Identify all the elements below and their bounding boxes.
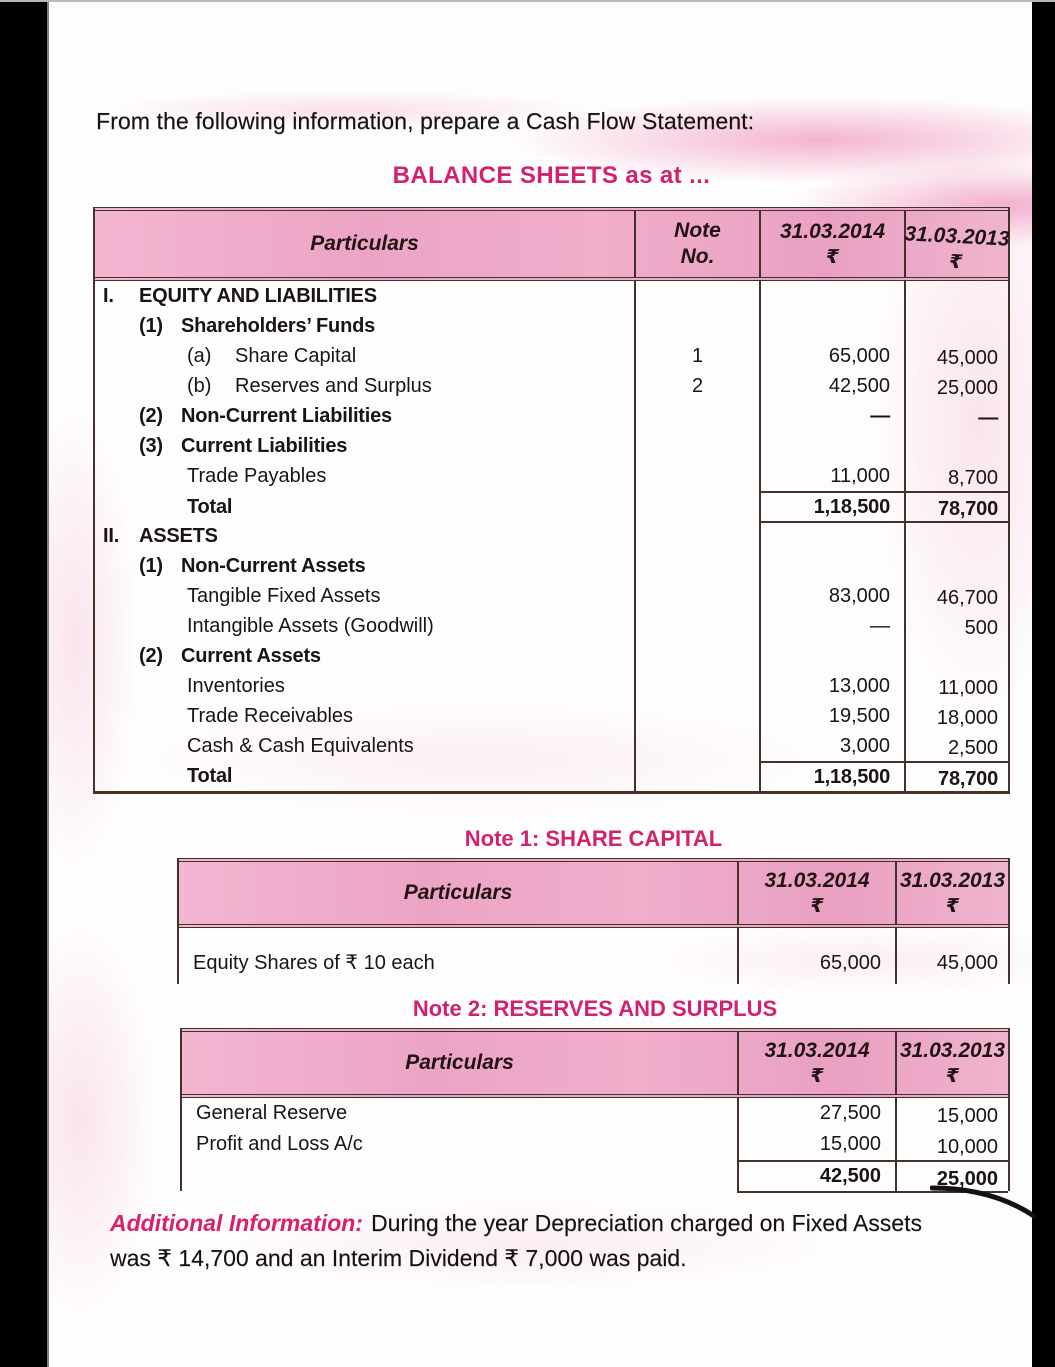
balance-sheet-body xyxy=(95,281,1008,791)
row-value-2014 xyxy=(759,281,904,311)
balance-sheet-row xyxy=(95,521,1008,551)
header-date-2013-label: 31.03.2013 xyxy=(904,221,1011,251)
row-note-no xyxy=(634,431,759,461)
note1-date-2013-label: 31.03.2013 xyxy=(899,868,1006,892)
header-date-2013 xyxy=(904,211,1011,277)
row-label: Non-Current Liabilities xyxy=(181,404,392,427)
balance-sheet-row xyxy=(95,641,1008,671)
note2-date-2013-label: 31.03.2013 xyxy=(899,1038,1006,1062)
note2-body xyxy=(182,1098,1008,1191)
row-value-2013: 45,000 xyxy=(895,928,1008,984)
page-curl-artifact xyxy=(930,1184,1036,1220)
note-table-row xyxy=(182,1160,1008,1191)
row-note-no xyxy=(634,521,759,551)
header-date-2014 xyxy=(759,211,904,277)
row-note-no xyxy=(634,551,759,581)
row-note-no xyxy=(634,611,759,641)
balance-sheet-row xyxy=(95,311,1008,341)
balance-sheet-title: BALANCE SHEETS as at ... xyxy=(392,162,711,189)
row-note-no xyxy=(634,461,759,491)
row-value-2014: 42,500 xyxy=(759,371,904,401)
row-particulars xyxy=(182,1160,737,1193)
row-value-2013: 500 xyxy=(904,611,1008,641)
row-particulars xyxy=(95,521,634,551)
row-value-2013: 45,000 xyxy=(904,341,1008,371)
row-value-2014: 83,000 xyxy=(759,581,904,611)
row-label: Inventories xyxy=(187,674,285,697)
note2-heading: Note 2: RESERVES AND SURPLUS xyxy=(412,996,778,1021)
row-prefix: (a) xyxy=(187,344,212,367)
row-label: EQUITY AND LIABILITIES xyxy=(139,284,377,307)
balance-sheet-row xyxy=(95,281,1008,311)
row-particulars: Equity Shares of ₹ 10 each xyxy=(193,952,435,974)
balance-sheet-row xyxy=(95,341,1008,371)
row-label: Current Assets xyxy=(181,644,321,667)
balance-sheet-row xyxy=(95,491,1008,521)
row-particulars xyxy=(95,461,634,491)
note2-date-2014-label: 31.03.2014 xyxy=(764,1038,870,1062)
additional-info-text2: was ₹ 14,700 and an Interim Dividend ₹ 7,000 was paid. xyxy=(110,1245,687,1271)
row-value-2013 xyxy=(904,281,1008,311)
note1-date-2014-label: 31.03.2014 xyxy=(764,868,870,892)
row-value-2014: 11,000 xyxy=(759,461,904,491)
row-label: Shareholders’ Funds xyxy=(181,314,376,337)
row-prefix: (1) xyxy=(139,314,163,337)
balance-sheet-row xyxy=(95,551,1008,581)
row-note-no xyxy=(634,311,759,341)
row-value-2013: 46,700 xyxy=(904,581,1008,611)
header-note-no xyxy=(634,211,759,277)
rupee-symbol: ₹ xyxy=(810,895,824,917)
row-value-2013 xyxy=(904,311,1008,341)
row-value-2013: 11,000 xyxy=(904,671,1008,701)
rupee-symbol: ₹ xyxy=(945,895,960,917)
row-value-2014 xyxy=(759,641,904,671)
row-note-no xyxy=(634,401,759,431)
balance-sheet-row xyxy=(95,761,1008,791)
row-particulars xyxy=(95,341,634,371)
note1-header-date-2013 xyxy=(895,862,1008,924)
row-prefix: (3) xyxy=(139,434,163,457)
balance-sheet-row xyxy=(95,461,1008,491)
note1-body xyxy=(179,928,1008,984)
row-note-no: 1 xyxy=(634,341,759,371)
note-table-row xyxy=(182,1129,1008,1160)
balance-sheet-table xyxy=(93,207,1010,794)
row-label: Tangible Fixed Assets xyxy=(187,584,381,607)
row-value-2014: 19,500 xyxy=(759,701,904,731)
row-value-2014: 65,000 xyxy=(759,341,904,371)
note2-header-particulars xyxy=(182,1032,737,1094)
row-particulars xyxy=(95,401,634,431)
row-label: Share Capital xyxy=(235,344,357,367)
row-value-2013: 78,700 xyxy=(904,761,1008,791)
row-prefix: I. xyxy=(103,284,114,307)
row-note-no xyxy=(634,281,759,311)
row-label: Trade Payables xyxy=(187,464,327,487)
row-label: ASSETS xyxy=(139,524,218,547)
balance-sheet-row xyxy=(95,581,1008,611)
row-value-2014: 1,18,500 xyxy=(759,761,904,791)
note1-heading: Note 1: SHARE CAPITAL xyxy=(464,826,723,851)
row-particulars: Profit and Loss A/c xyxy=(196,1133,363,1155)
row-particulars xyxy=(95,431,634,461)
row-value-2014: 27,500 xyxy=(737,1098,895,1129)
row-value-2013: 25,000 xyxy=(904,371,1008,401)
row-prefix: II. xyxy=(103,524,120,547)
row-particulars: General Reserve xyxy=(196,1102,348,1124)
row-note-no xyxy=(634,731,759,761)
note1-header-particulars xyxy=(179,862,737,924)
row-label: Cash & Cash Equivalents xyxy=(187,734,414,757)
row-particulars xyxy=(95,491,634,523)
note1-header-row xyxy=(179,858,1008,928)
header-particulars-label: Particulars xyxy=(310,231,419,255)
row-value-2014 xyxy=(759,551,904,581)
row-value-2013 xyxy=(904,521,1008,551)
row-value-2014: 3,000 xyxy=(759,731,904,761)
row-particulars xyxy=(95,701,634,731)
row-prefix: (2) xyxy=(139,644,163,667)
header-date-2014-label: 31.03.2014 xyxy=(779,219,886,243)
note-table-row xyxy=(182,1098,1008,1129)
row-value-2013: — xyxy=(904,401,1008,431)
row-particulars xyxy=(95,281,634,311)
note-table-row xyxy=(179,928,1008,984)
header-date-2013-tilt xyxy=(903,221,1011,277)
row-value-2014 xyxy=(759,431,904,461)
balance-sheet-row xyxy=(95,401,1008,431)
row-value-2014 xyxy=(759,311,904,341)
row-particulars xyxy=(95,761,634,791)
row-particulars xyxy=(95,311,634,341)
scan-border-left-line xyxy=(47,0,49,1367)
row-note-no: 2 xyxy=(634,371,759,401)
row-label: Non-Current Assets xyxy=(181,554,366,577)
balance-sheet-header-row xyxy=(95,207,1011,281)
row-value-2013: 2,500 xyxy=(904,731,1008,761)
row-value-2014: — xyxy=(759,401,904,431)
row-particulars xyxy=(95,671,634,701)
row-label: Reserves and Surplus xyxy=(235,374,432,397)
additional-info-line1 xyxy=(110,1206,1012,1241)
balance-sheet-row xyxy=(95,731,1008,761)
row-value-2014: 13,000 xyxy=(759,671,904,701)
row-value-2013: 25,000 xyxy=(895,1160,1008,1193)
row-note-no xyxy=(634,491,759,523)
note2-table xyxy=(180,1028,1010,1191)
row-particulars xyxy=(95,581,634,611)
row-note-no xyxy=(634,761,759,791)
note1-particulars-label: Particulars xyxy=(403,880,513,904)
note1-header-date-2014 xyxy=(737,862,895,924)
rupee-symbol: ₹ xyxy=(948,251,964,274)
note2-header-date-2013 xyxy=(895,1032,1008,1094)
row-value-2014: — xyxy=(759,611,904,641)
row-note-no xyxy=(634,581,759,611)
row-note-no xyxy=(634,641,759,671)
balance-sheet-row xyxy=(95,371,1008,401)
scan-border-right xyxy=(1032,0,1055,1367)
row-value-2013 xyxy=(904,431,1008,461)
note1-table xyxy=(177,858,1010,984)
row-label: Total xyxy=(187,764,233,787)
balance-sheet-row xyxy=(95,611,1008,641)
scan-border-top xyxy=(0,0,1055,2)
additional-info-text1: During the year Depreciation charged on Fixed Assets xyxy=(370,1210,922,1236)
additional-info-label: Additional Information: xyxy=(110,1210,363,1236)
row-value-2013 xyxy=(904,551,1008,581)
row-value-2013 xyxy=(904,641,1008,671)
row-note-no xyxy=(634,701,759,731)
header-note-line2: No. xyxy=(680,245,715,268)
row-particulars xyxy=(95,551,634,581)
row-value-2013: 8,700 xyxy=(904,461,1008,491)
rupee-symbol: ₹ xyxy=(810,1065,824,1087)
problem-statement: From the following information, prepare a Cash Flow Statement: xyxy=(96,108,755,134)
additional-information xyxy=(110,1206,1012,1276)
row-value-2014: 42,500 xyxy=(737,1160,895,1193)
row-particulars xyxy=(95,641,634,671)
row-value-2014: 65,000 xyxy=(737,928,895,984)
row-value-2014 xyxy=(759,521,904,551)
row-label: Trade Receivables xyxy=(187,704,354,727)
row-prefix: (1) xyxy=(139,554,163,577)
row-value-2014: 1,18,500 xyxy=(759,491,904,523)
row-particulars xyxy=(95,731,634,761)
note2-header-date-2014 xyxy=(737,1032,895,1094)
balance-sheet-row xyxy=(95,431,1008,461)
row-label: Total xyxy=(187,495,233,518)
row-prefix: (b) xyxy=(187,374,212,397)
row-value-2013: 78,700 xyxy=(904,491,1008,523)
rupee-symbol: ₹ xyxy=(945,1065,960,1087)
row-value-2013: 18,000 xyxy=(904,701,1008,731)
row-label: Current Liabilities xyxy=(181,434,348,457)
row-prefix: (2) xyxy=(139,404,163,427)
row-note-no xyxy=(634,671,759,701)
header-particulars xyxy=(95,211,634,277)
row-value-2014: 15,000 xyxy=(737,1129,895,1160)
balance-sheet-row xyxy=(95,671,1008,701)
scan-border-left xyxy=(0,0,47,1367)
row-value-2013: 15,000 xyxy=(895,1098,1008,1129)
row-value-2013: 10,000 xyxy=(895,1129,1008,1160)
header-note-line1: Note xyxy=(674,218,721,242)
note2-header-row xyxy=(182,1028,1008,1098)
row-particulars xyxy=(95,611,634,641)
balance-sheet-row xyxy=(95,701,1008,731)
rupee-symbol: ₹ xyxy=(825,246,840,268)
note2-particulars-label: Particulars xyxy=(405,1050,514,1074)
row-label: Intangible Assets (Goodwill) xyxy=(187,614,434,637)
row-particulars xyxy=(95,371,634,401)
